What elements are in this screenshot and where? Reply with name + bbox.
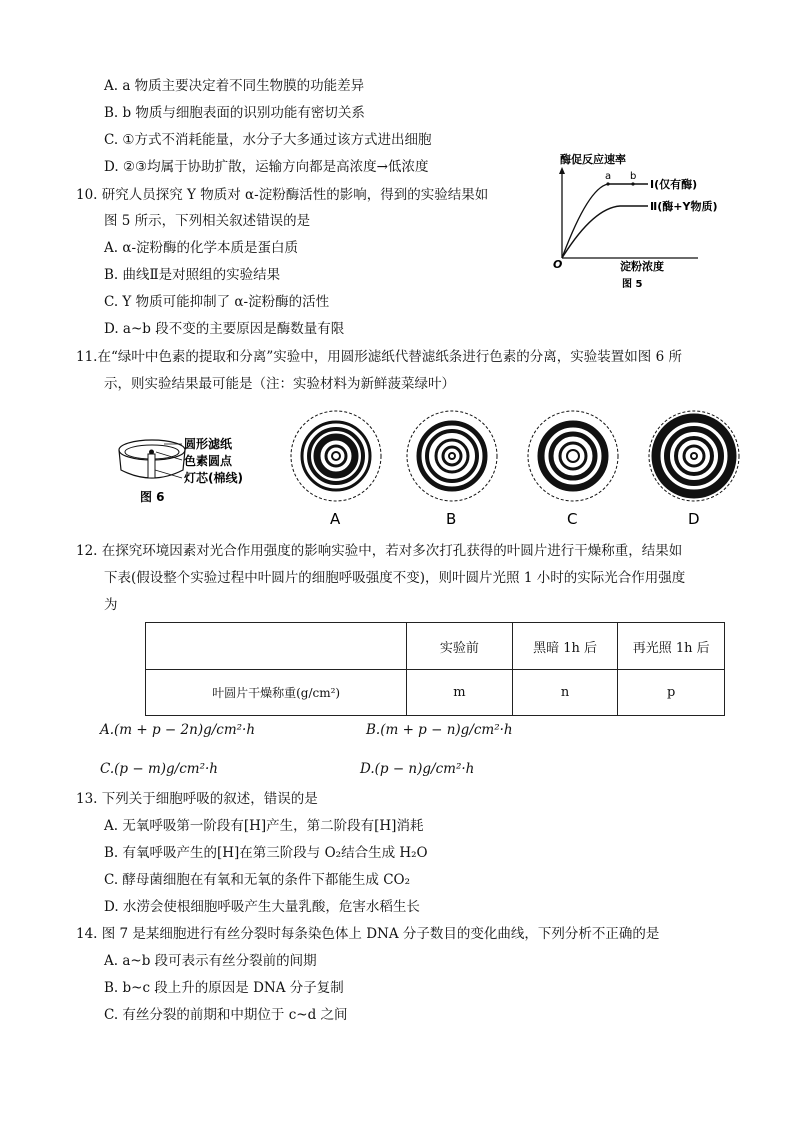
q12-stem-line3: 为 bbox=[104, 597, 118, 613]
result-b-rings bbox=[407, 411, 497, 528]
fig5-y-label: 酶促反应速率 bbox=[560, 153, 626, 166]
q10-option-c: C. Y 物质可能抑制了 α-淀粉酶的活性 bbox=[104, 294, 330, 310]
q11-stem-line2: 示，则实验结果最可能是（注：实验材料为新鲜菠菜绿叶） bbox=[104, 376, 455, 392]
q12-table bbox=[145, 622, 725, 716]
q12-option-d: D.(p − n)g/cm²·h bbox=[360, 761, 475, 777]
q9-option-b: B. b 物质与细胞表面的识别功能有密切关系 bbox=[104, 105, 365, 121]
figure-6-apparatus-and-results bbox=[112, 404, 752, 530]
q9-option-c: C. ①方式不消耗能量，水分子大多通过该方式进出细胞 bbox=[104, 132, 432, 148]
q14-option-a: A. a~b 段可表示有丝分裂前的间期 bbox=[104, 953, 317, 969]
fig5-curve2-label: Ⅱ(酶+Y物质) bbox=[650, 200, 718, 213]
table-cell-m: m bbox=[407, 670, 513, 716]
fig5-curve-1 bbox=[562, 184, 648, 258]
fig5-point-b bbox=[631, 182, 634, 185]
fig5-label-a: a bbox=[605, 171, 612, 182]
fig6-label-filter: 圆形滤纸 bbox=[184, 437, 233, 451]
fig5-curve1-label: Ⅰ(仅有酶) bbox=[650, 178, 698, 191]
choice-a-label: A bbox=[330, 510, 341, 528]
fig5-point-a bbox=[606, 182, 609, 185]
fig5-caption: 图 5 bbox=[622, 279, 643, 290]
q10-option-d: D. a~b 段不变的主要原因是酶数量有限 bbox=[104, 321, 345, 337]
q10-stem-line2: 图 5 所示，下列相关叙述错误的是 bbox=[104, 213, 311, 229]
q12-option-b: B.(m + p − n)g/cm²·h bbox=[366, 722, 513, 738]
fig6-label-dot: 色素圆点 bbox=[184, 454, 233, 468]
q13-stem: 13. 下列关于细胞呼吸的叙述，错误的是 bbox=[76, 791, 318, 807]
result-a-rings bbox=[291, 411, 381, 528]
fig5-label-b: b bbox=[630, 171, 637, 182]
q10-stem-line1: 10. 研究人员探究 Y 物质对 α-淀粉酶活性的影响，得到的实验结果如 bbox=[76, 187, 489, 203]
fig6-caption: 图 6 bbox=[140, 490, 165, 504]
table-header-empty bbox=[146, 623, 407, 670]
q14-option-b: B. b~c 段上升的原因是 DNA 分子复制 bbox=[104, 980, 344, 996]
fig6-apparatus bbox=[119, 436, 243, 504]
q12-option-c: C.(p − m)g/cm²·h bbox=[100, 761, 218, 777]
q14-option-c: C. 有丝分裂的前期和中期位于 c~d 之间 bbox=[104, 1007, 348, 1023]
result-d-rings bbox=[649, 411, 739, 528]
table-row-label: 叶圆片干燥称重(g/cm²) bbox=[146, 670, 407, 716]
fig5-y-arrow bbox=[559, 167, 565, 174]
result-c-rings bbox=[528, 411, 618, 528]
q12-stem-line1: 12. 在探究环境因素对光合作用强度的影响实验中，若对多次打孔获得的叶圆片进行干燥称重，结果如 bbox=[76, 543, 683, 559]
choice-b-label: B bbox=[446, 510, 457, 528]
table-cell-p: p bbox=[618, 670, 725, 716]
q13-option-b: B. 有氧呼吸产生的[H]在第三阶段与 O₂结合生成 H₂O bbox=[104, 845, 428, 861]
figure-5-enzyme-curve bbox=[548, 150, 718, 295]
fig5-curve-2 bbox=[562, 206, 648, 258]
fig6-label-wick: 灯芯(棉线) bbox=[184, 471, 243, 485]
fig5-x-label: 淀粉浓度 bbox=[620, 260, 664, 273]
table-header-before: 实验前 bbox=[407, 623, 513, 670]
q13-option-a: A. 无氧呼吸第一阶段有[H]产生，第二阶段有[H]消耗 bbox=[104, 818, 424, 834]
q10-option-b: B. 曲线Ⅱ是对照组的实验结果 bbox=[104, 267, 281, 283]
q14-stem: 14. 图 7 是某细胞进行有丝分裂时每条染色体上 DNA 分子数目的变化曲线，下列分析不正确的是 bbox=[76, 926, 660, 942]
q9-option-a: A. a 物质主要决定着不同生物膜的功能差异 bbox=[104, 78, 365, 94]
choice-c-label: C bbox=[567, 510, 578, 528]
q12-stem-line2: 下表(假设整个实验过程中叶圆片的细胞呼吸强度不变)，则叶圆片光照 1 小时的实际光合作用强度 bbox=[104, 570, 686, 586]
q11-stem-line1: 11.在“绿叶中色素的提取和分离”实验中，用圆形滤纸代替滤纸条进行色素的分离，实验装置如图 6 所 bbox=[76, 349, 682, 365]
table-row bbox=[146, 670, 725, 716]
q9-option-d: D. ②③均属于协助扩散，运输方向都是高浓度→低浓度 bbox=[104, 159, 429, 175]
q13-option-c: C. 酵母菌细胞在有氧和无氧的条件下都能生成 CO₂ bbox=[104, 872, 411, 888]
q13-option-d: D. 水涝会使根细胞呼吸产生大量乳酸，危害水稻生长 bbox=[104, 899, 420, 915]
table-cell-n: n bbox=[512, 670, 618, 716]
table-header-dark: 黑暗 1h 后 bbox=[512, 623, 618, 670]
table-header-row bbox=[146, 623, 725, 670]
q12-option-a: A.(m + p − 2n)g/cm²·h bbox=[100, 722, 256, 738]
fig5-origin: O bbox=[553, 258, 563, 271]
choice-d-label: D bbox=[688, 510, 700, 528]
table-header-light: 再光照 1h 后 bbox=[618, 623, 725, 670]
q10-option-a: A. α-淀粉酶的化学本质是蛋白质 bbox=[104, 240, 299, 256]
